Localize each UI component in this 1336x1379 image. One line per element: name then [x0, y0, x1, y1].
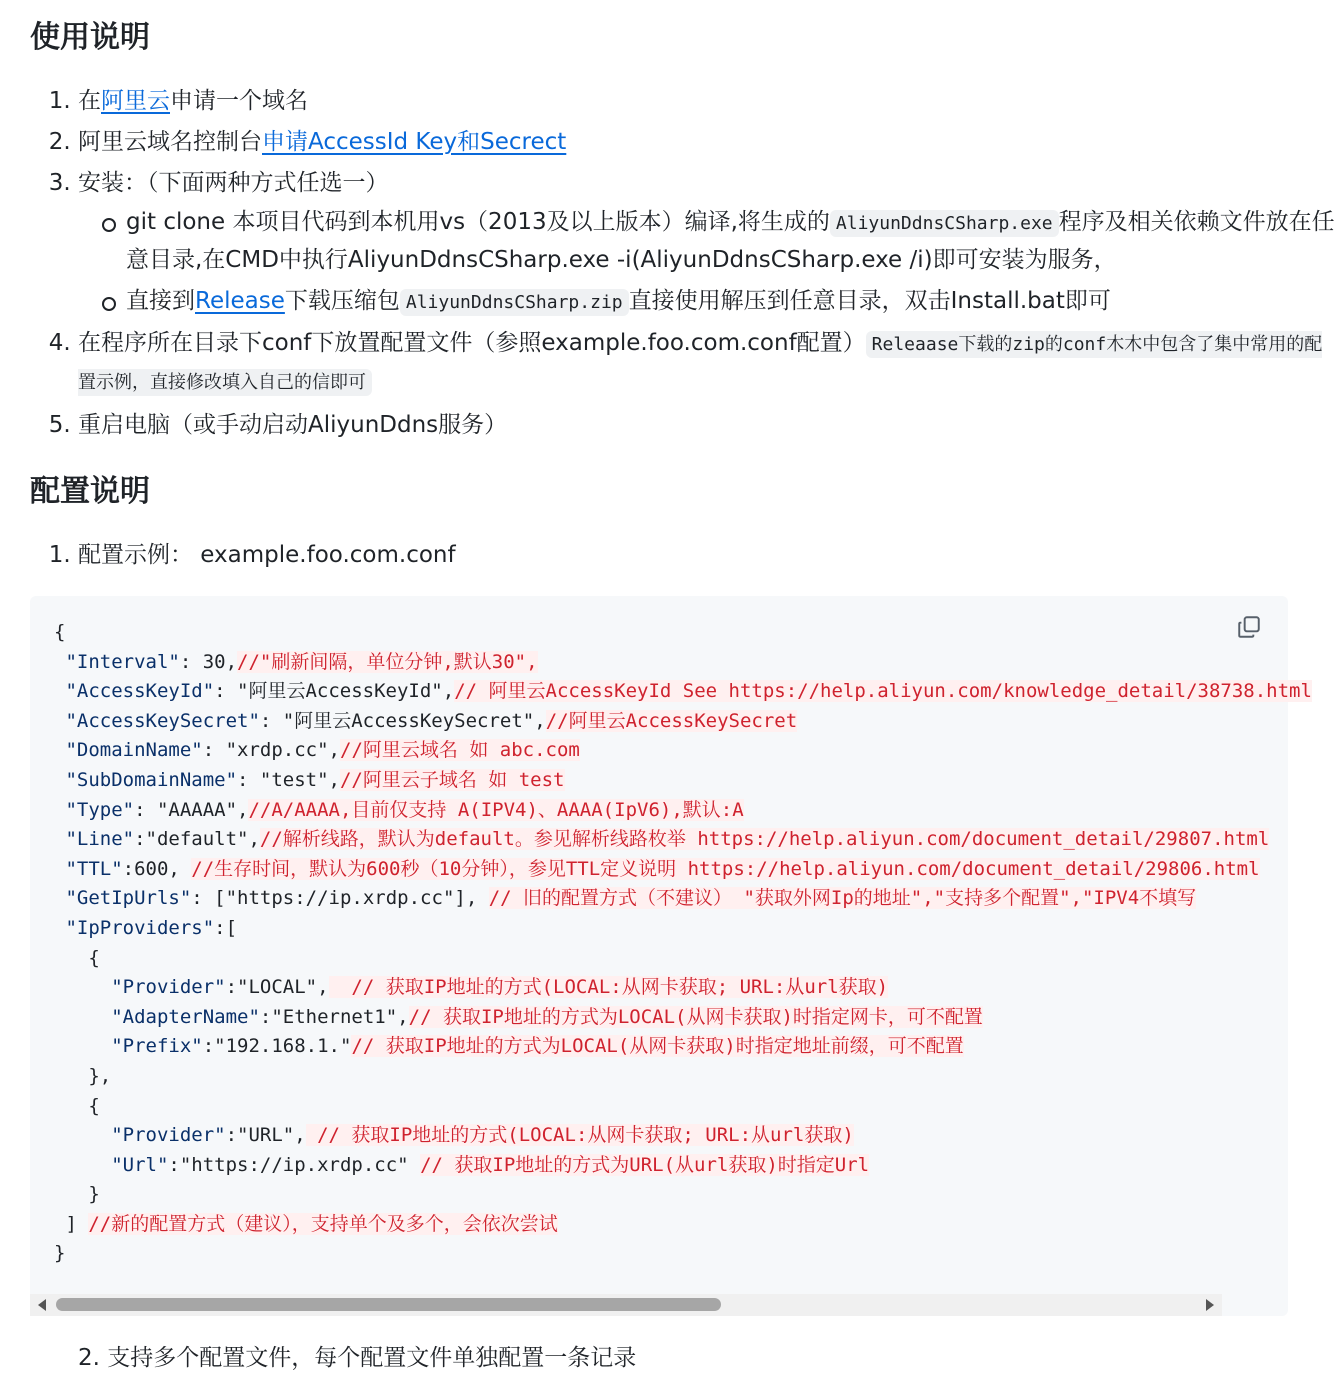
inline-code: AliyunDdnsCSharp.zip — [400, 289, 629, 316]
copy-icon — [1236, 614, 1262, 640]
usage-steps-list — [30, 81, 1336, 446]
usage-heading: 使用说明 — [30, 20, 150, 55]
list-item: 1. 配置示例： example.foo.com.conf — [78, 535, 1336, 576]
accesskey-link[interactable]: 申请AccessId Key和Secrect — [262, 129, 567, 155]
list-item: 2. 阿里云域名控制台申请AccessId Key和Secrect — [78, 122, 1336, 163]
list-item: 3. 安装：（下面两种方式任选一） git clone 本项目代码到本机用vs（2013及以上版本）编译,将生成的 AliyunDdnsCSharp.exe 程序及相关依赖文件放在任意目录,在CMD中执行AliyunDdnsCSharp.exe -i(AliyunDdnsCSharp.exe /i)即可安装为服务， 直接到Release下载压缩包 AliyunDdnsCSharp.zip 直接使用解压到任意目录，双击Install.bat即可 — [78, 163, 1336, 321]
code-content: { "Interval": 30,//"刷新间隔，单位分钟,默认30", "AccessKeyId": "阿里云AccessKeyId",// 阿里云AccessKeyId See https://help.aliyun.com/knowledge_detail/38738.html "AccessKeySecret": "阿里云AccessKeySecret",//阿里云AccessKeySecret "DomainName": "xrdp.cc",//阿里云域名 如 abc.com "SubDomainName": "test",//阿里云子域名 如 test "Type": "AAAAA",//A/AAAA,目前仅支持 A(IPV4)、AAAA(IpV6),默认:A "Line":"default",//解析线路，默认为default。参见解析线路枚举 https://help.aliyun.com/document_detail/29807.html "TTL":600, //生存时间，默认为600秒（10分钟），参见TTL定义说明 https://help.aliyun.com/document_detail/29806.html "GetIpUrls": ["https://ip.xrdp.cc"], // 旧的配置方式（不建议） "获取外网Ip的地址","支持多个配置","IPV4不填写 "IpProviders":[ { "Provider":"LOCAL", // 获取IP地址的方式(LOCAL:从网卡获取; URL:从url获取) "AdapterName":"Ethernet1",// 获取IP地址的方式为LOCAL(从网卡获取)时指定网卡，可不配置 "Prefix":"192.168.1."// 获取IP地址的方式为LOCAL(从网卡获取)时指定地址前缀，可不配置 }, { "Provider":"URL", // 获取IP地址的方式(LOCAL:从网卡获取; URL:从url获取) "Url":"https://ip.xrdp.cc" // 获取IP地址的方式为URL(从url获取)时指定Url } ] //新的配置方式（建议），支持单个及多个，会依次尝试 } — [54, 621, 1312, 1265]
install-options-list — [78, 204, 1336, 321]
scrollbar-thumb[interactable] — [56, 1298, 721, 1311]
list-item: git clone 本项目代码到本机用vs（2013及以上版本）编译,将生成的 AliyunDdnsCSharp.exe 程序及相关依赖文件放在任意目录,在CMD中执行AliyunDdnsCSharp.exe -i(AliyunDdnsCSharp.exe /i)即可安装为服务， — [126, 204, 1336, 279]
code-scroll-area[interactable] — [54, 618, 1312, 1274]
release-link[interactable]: Release — [195, 288, 285, 314]
copy-button[interactable] — [1236, 614, 1266, 644]
list-item: 1. 在阿里云申请一个域名 — [78, 81, 1336, 122]
inline-code: AliyunDdnsCSharp.exe — [830, 210, 1059, 237]
inline-code: Releaase下载的zip的conf木木中包含了集中常用的配置示例，直接修改填入自己的信即可 — [78, 331, 1322, 396]
code-block — [30, 596, 1312, 1316]
scroll-right-arrow-icon[interactable] — [1206, 1299, 1214, 1311]
list-item: 直接到Release下载压缩包 AliyunDdnsCSharp.zip 直接使用解压到任意目录，双击Install.bat即可 — [126, 283, 1336, 321]
scroll-left-arrow-icon[interactable] — [38, 1299, 46, 1311]
config-steps-list — [30, 535, 1336, 576]
list-item: 5. 重启电脑（或手动启动AliyunDdns服务） — [78, 405, 1336, 446]
list-item: 4. 在程序所在目录下conf下放置配置文件（参照example.foo.com.conf配置） Releaase下载的zip的conf木木中包含了集中常用的配置示例，直接修改填入自己的信即可 — [78, 325, 1336, 401]
config-heading: 配置说明 — [30, 474, 150, 509]
aliyun-link[interactable]: 阿里云 — [101, 88, 170, 114]
horizontal-scrollbar[interactable] — [30, 1294, 1222, 1316]
list-item: 2. 支持多个配置文件，每个配置文件单独配置一条记录 — [78, 1345, 637, 1371]
